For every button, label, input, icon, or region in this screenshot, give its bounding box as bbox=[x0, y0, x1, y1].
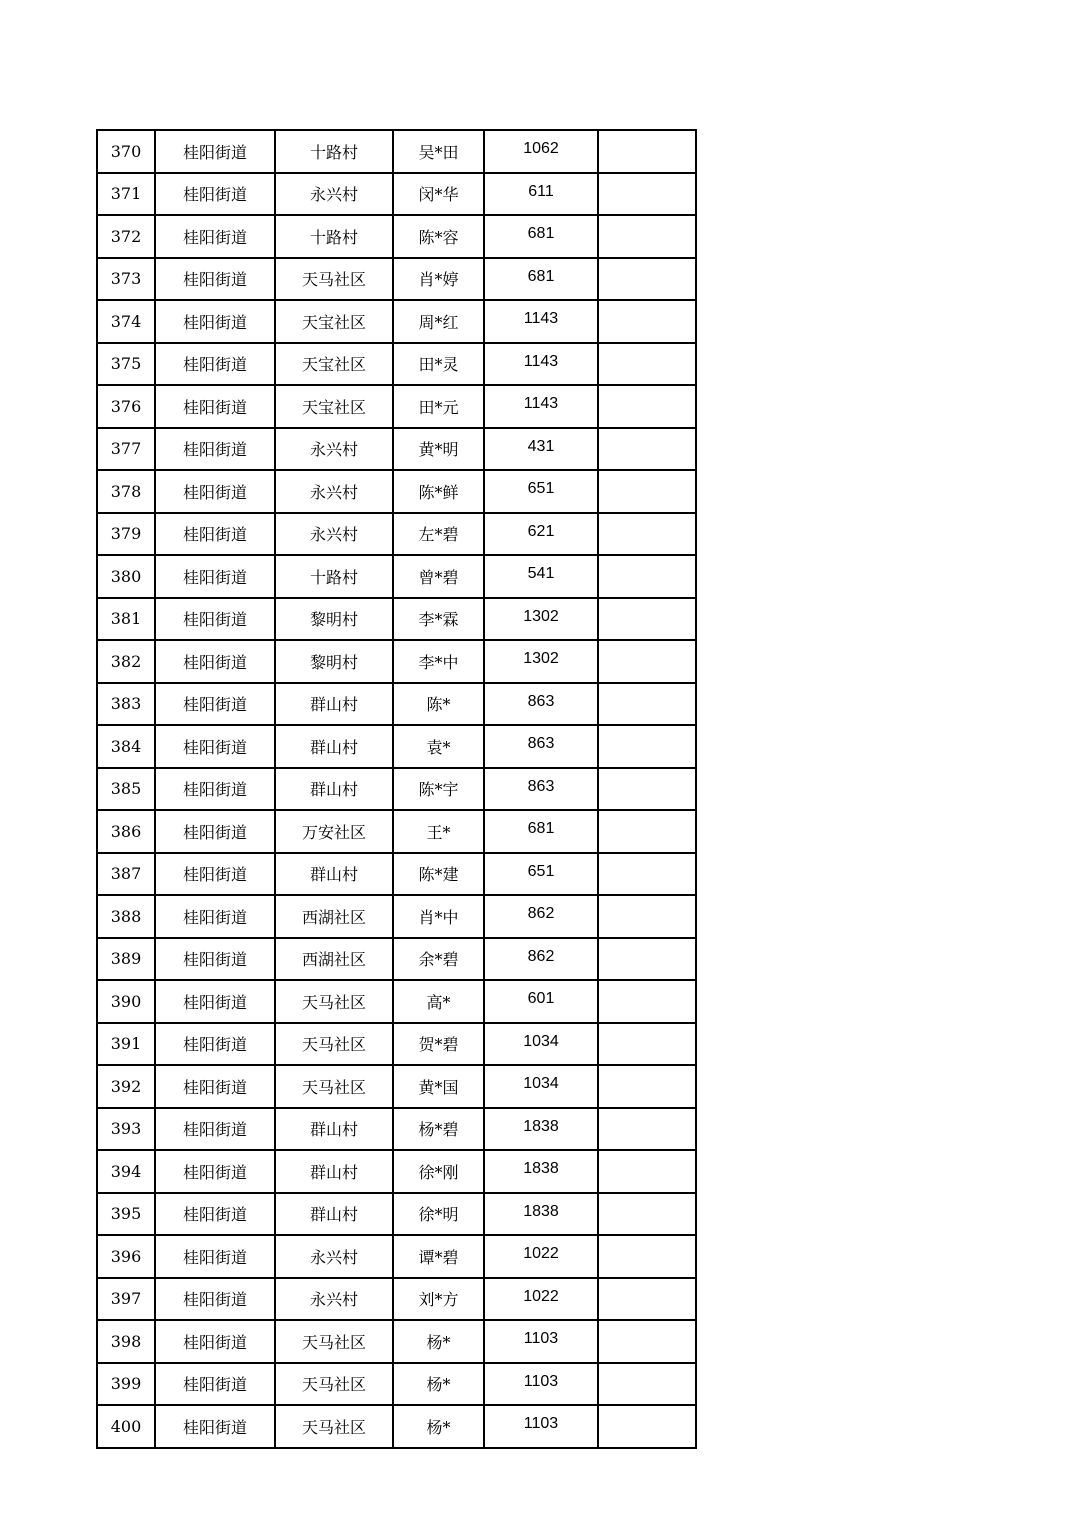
row-index-cell: 372 bbox=[97, 215, 155, 258]
street-cell: 桂阳街道 bbox=[155, 1023, 275, 1066]
village-cell: 黎明村 bbox=[275, 598, 393, 641]
row-index-cell: 395 bbox=[97, 1193, 155, 1236]
street-cell: 桂阳街道 bbox=[155, 343, 275, 386]
note-cell bbox=[598, 1023, 696, 1066]
amount-cell: 862 bbox=[484, 895, 598, 938]
village-cell: 群山村 bbox=[275, 1150, 393, 1193]
village-cell: 天马社区 bbox=[275, 1065, 393, 1108]
amount-cell: 1022 bbox=[484, 1235, 598, 1278]
village-cell: 天马社区 bbox=[275, 1405, 393, 1448]
amount-cell: 431 bbox=[484, 428, 598, 471]
table-row bbox=[97, 938, 696, 981]
amount-cell: 651 bbox=[484, 470, 598, 513]
street-cell: 桂阳街道 bbox=[155, 470, 275, 513]
table-row bbox=[97, 1065, 696, 1108]
note-cell bbox=[598, 683, 696, 726]
village-cell: 天马社区 bbox=[275, 1363, 393, 1406]
street-cell: 桂阳街道 bbox=[155, 895, 275, 938]
village-cell: 永兴村 bbox=[275, 513, 393, 556]
table-row bbox=[97, 895, 696, 938]
village-cell: 西湖社区 bbox=[275, 895, 393, 938]
person-name-cell: 陈*容 bbox=[393, 215, 484, 258]
amount-cell: 1302 bbox=[484, 598, 598, 641]
village-cell: 永兴村 bbox=[275, 1235, 393, 1278]
table-row bbox=[97, 683, 696, 726]
village-cell: 永兴村 bbox=[275, 470, 393, 513]
table-row bbox=[97, 1235, 696, 1278]
person-name-cell: 杨* bbox=[393, 1405, 484, 1448]
table-row bbox=[97, 853, 696, 896]
row-index-cell: 378 bbox=[97, 470, 155, 513]
person-name-cell: 袁* bbox=[393, 725, 484, 768]
street-cell: 桂阳街道 bbox=[155, 385, 275, 428]
table-row bbox=[97, 1108, 696, 1151]
amount-cell: 1022 bbox=[484, 1278, 598, 1321]
row-index-cell: 387 bbox=[97, 853, 155, 896]
person-name-cell: 曾*碧 bbox=[393, 555, 484, 598]
row-index-cell: 391 bbox=[97, 1023, 155, 1066]
row-index-cell: 400 bbox=[97, 1405, 155, 1448]
street-cell: 桂阳街道 bbox=[155, 1363, 275, 1406]
street-cell: 桂阳街道 bbox=[155, 428, 275, 471]
table-row bbox=[97, 640, 696, 683]
note-cell bbox=[598, 895, 696, 938]
village-cell: 永兴村 bbox=[275, 173, 393, 216]
amount-cell: 1838 bbox=[484, 1150, 598, 1193]
amount-cell: 1062 bbox=[484, 130, 598, 173]
table-row bbox=[97, 173, 696, 216]
row-index-cell: 394 bbox=[97, 1150, 155, 1193]
note-cell bbox=[598, 768, 696, 811]
person-name-cell: 刘*方 bbox=[393, 1278, 484, 1321]
person-name-cell: 肖*中 bbox=[393, 895, 484, 938]
person-name-cell: 周*红 bbox=[393, 300, 484, 343]
row-index-cell: 382 bbox=[97, 640, 155, 683]
row-index-cell: 380 bbox=[97, 555, 155, 598]
table-row bbox=[97, 513, 696, 556]
village-cell: 永兴村 bbox=[275, 428, 393, 471]
table-row bbox=[97, 130, 696, 173]
note-cell bbox=[598, 598, 696, 641]
amount-cell: 541 bbox=[484, 555, 598, 598]
row-index-cell: 383 bbox=[97, 683, 155, 726]
amount-cell: 681 bbox=[484, 810, 598, 853]
row-index-cell: 386 bbox=[97, 810, 155, 853]
row-index-cell: 388 bbox=[97, 895, 155, 938]
row-index-cell: 392 bbox=[97, 1065, 155, 1108]
table-row bbox=[97, 598, 696, 641]
village-cell: 黎明村 bbox=[275, 640, 393, 683]
note-cell bbox=[598, 513, 696, 556]
table-row bbox=[97, 725, 696, 768]
person-name-cell: 黄*国 bbox=[393, 1065, 484, 1108]
person-name-cell: 杨*碧 bbox=[393, 1108, 484, 1151]
village-cell: 十路村 bbox=[275, 130, 393, 173]
person-name-cell: 黄*明 bbox=[393, 428, 484, 471]
table-row bbox=[97, 215, 696, 258]
table-row bbox=[97, 470, 696, 513]
person-name-cell: 左*碧 bbox=[393, 513, 484, 556]
table-row bbox=[97, 385, 696, 428]
row-index-cell: 371 bbox=[97, 173, 155, 216]
note-cell bbox=[598, 938, 696, 981]
street-cell: 桂阳街道 bbox=[155, 980, 275, 1023]
person-name-cell: 余*碧 bbox=[393, 938, 484, 981]
note-cell bbox=[598, 1278, 696, 1321]
amount-cell: 1034 bbox=[484, 1065, 598, 1108]
amount-cell: 601 bbox=[484, 980, 598, 1023]
street-cell: 桂阳街道 bbox=[155, 598, 275, 641]
row-index-cell: 389 bbox=[97, 938, 155, 981]
street-cell: 桂阳街道 bbox=[155, 1405, 275, 1448]
table-row bbox=[97, 258, 696, 301]
table-row bbox=[97, 980, 696, 1023]
village-cell: 天宝社区 bbox=[275, 300, 393, 343]
note-cell bbox=[598, 343, 696, 386]
amount-cell: 863 bbox=[484, 683, 598, 726]
table-row bbox=[97, 1193, 696, 1236]
street-cell: 桂阳街道 bbox=[155, 300, 275, 343]
person-name-cell: 贺*碧 bbox=[393, 1023, 484, 1066]
note-cell bbox=[598, 385, 696, 428]
street-cell: 桂阳街道 bbox=[155, 1278, 275, 1321]
amount-cell: 621 bbox=[484, 513, 598, 556]
row-index-cell: 396 bbox=[97, 1235, 155, 1278]
person-name-cell: 陈*宇 bbox=[393, 768, 484, 811]
amount-cell: 1838 bbox=[484, 1108, 598, 1151]
row-index-cell: 376 bbox=[97, 385, 155, 428]
amount-cell: 651 bbox=[484, 853, 598, 896]
note-cell bbox=[598, 428, 696, 471]
row-index-cell: 374 bbox=[97, 300, 155, 343]
row-index-cell: 397 bbox=[97, 1278, 155, 1321]
person-name-cell: 陈*建 bbox=[393, 853, 484, 896]
person-name-cell: 高* bbox=[393, 980, 484, 1023]
street-cell: 桂阳街道 bbox=[155, 1235, 275, 1278]
village-cell: 西湖社区 bbox=[275, 938, 393, 981]
table-body bbox=[97, 130, 696, 1448]
note-cell bbox=[598, 130, 696, 173]
person-name-cell: 陈*鲜 bbox=[393, 470, 484, 513]
table-row bbox=[97, 343, 696, 386]
person-name-cell: 杨* bbox=[393, 1363, 484, 1406]
row-index-cell: 377 bbox=[97, 428, 155, 471]
village-cell: 十路村 bbox=[275, 215, 393, 258]
amount-cell: 1143 bbox=[484, 343, 598, 386]
person-name-cell: 陈* bbox=[393, 683, 484, 726]
village-cell: 群山村 bbox=[275, 1108, 393, 1151]
note-cell bbox=[598, 258, 696, 301]
village-cell: 群山村 bbox=[275, 725, 393, 768]
village-cell: 天马社区 bbox=[275, 1320, 393, 1363]
amount-cell: 1302 bbox=[484, 640, 598, 683]
street-cell: 桂阳街道 bbox=[155, 173, 275, 216]
village-cell: 十路村 bbox=[275, 555, 393, 598]
village-cell: 天宝社区 bbox=[275, 343, 393, 386]
street-cell: 桂阳街道 bbox=[155, 555, 275, 598]
amount-cell: 1838 bbox=[484, 1193, 598, 1236]
note-cell bbox=[598, 640, 696, 683]
street-cell: 桂阳街道 bbox=[155, 513, 275, 556]
row-index-cell: 390 bbox=[97, 980, 155, 1023]
street-cell: 桂阳街道 bbox=[155, 258, 275, 301]
note-cell bbox=[598, 853, 696, 896]
amount-cell: 1143 bbox=[484, 300, 598, 343]
table-row bbox=[97, 768, 696, 811]
village-cell: 永兴村 bbox=[275, 1278, 393, 1321]
note-cell bbox=[598, 1065, 696, 1108]
person-name-cell: 李*霖 bbox=[393, 598, 484, 641]
street-cell: 桂阳街道 bbox=[155, 938, 275, 981]
note-cell bbox=[598, 1235, 696, 1278]
street-cell: 桂阳街道 bbox=[155, 215, 275, 258]
street-cell: 桂阳街道 bbox=[155, 1065, 275, 1108]
village-cell: 群山村 bbox=[275, 1193, 393, 1236]
street-cell: 桂阳街道 bbox=[155, 130, 275, 173]
person-name-cell: 李*中 bbox=[393, 640, 484, 683]
person-name-cell: 肖*婷 bbox=[393, 258, 484, 301]
village-cell: 天马社区 bbox=[275, 980, 393, 1023]
amount-cell: 681 bbox=[484, 258, 598, 301]
table-row bbox=[97, 1278, 696, 1321]
amount-cell: 611 bbox=[484, 173, 598, 216]
village-cell: 天马社区 bbox=[275, 1023, 393, 1066]
table-row bbox=[97, 1320, 696, 1363]
street-cell: 桂阳街道 bbox=[155, 768, 275, 811]
amount-cell: 681 bbox=[484, 215, 598, 258]
note-cell bbox=[598, 555, 696, 598]
row-index-cell: 370 bbox=[97, 130, 155, 173]
row-index-cell: 375 bbox=[97, 343, 155, 386]
row-index-cell: 384 bbox=[97, 725, 155, 768]
person-name-cell: 王* bbox=[393, 810, 484, 853]
note-cell bbox=[598, 1193, 696, 1236]
street-cell: 桂阳街道 bbox=[155, 810, 275, 853]
street-cell: 桂阳街道 bbox=[155, 683, 275, 726]
village-cell: 天宝社区 bbox=[275, 385, 393, 428]
note-cell bbox=[598, 725, 696, 768]
note-cell bbox=[598, 173, 696, 216]
amount-cell: 863 bbox=[484, 725, 598, 768]
note-cell bbox=[598, 1150, 696, 1193]
table-row bbox=[97, 1405, 696, 1448]
person-name-cell: 徐*明 bbox=[393, 1193, 484, 1236]
note-cell bbox=[598, 300, 696, 343]
amount-cell: 1103 bbox=[484, 1363, 598, 1406]
street-cell: 桂阳街道 bbox=[155, 1150, 275, 1193]
table-row bbox=[97, 428, 696, 471]
village-cell: 群山村 bbox=[275, 853, 393, 896]
note-cell bbox=[598, 470, 696, 513]
person-name-cell: 田*灵 bbox=[393, 343, 484, 386]
village-cell: 天马社区 bbox=[275, 258, 393, 301]
table-row bbox=[97, 300, 696, 343]
note-cell bbox=[598, 810, 696, 853]
row-index-cell: 393 bbox=[97, 1108, 155, 1151]
row-index-cell: 381 bbox=[97, 598, 155, 641]
person-name-cell: 田*元 bbox=[393, 385, 484, 428]
street-cell: 桂阳街道 bbox=[155, 853, 275, 896]
street-cell: 桂阳街道 bbox=[155, 1320, 275, 1363]
amount-cell: 1103 bbox=[484, 1320, 598, 1363]
data-table bbox=[96, 129, 697, 1449]
table-row bbox=[97, 555, 696, 598]
person-name-cell: 杨* bbox=[393, 1320, 484, 1363]
row-index-cell: 399 bbox=[97, 1363, 155, 1406]
note-cell bbox=[598, 980, 696, 1023]
amount-cell: 1143 bbox=[484, 385, 598, 428]
street-cell: 桂阳街道 bbox=[155, 725, 275, 768]
street-cell: 桂阳街道 bbox=[155, 1108, 275, 1151]
note-cell bbox=[598, 215, 696, 258]
table-row bbox=[97, 1150, 696, 1193]
note-cell bbox=[598, 1405, 696, 1448]
village-cell: 群山村 bbox=[275, 683, 393, 726]
table-row bbox=[97, 810, 696, 853]
note-cell bbox=[598, 1320, 696, 1363]
amount-cell: 863 bbox=[484, 768, 598, 811]
amount-cell: 1034 bbox=[484, 1023, 598, 1066]
row-index-cell: 398 bbox=[97, 1320, 155, 1363]
amount-cell: 862 bbox=[484, 938, 598, 981]
amount-cell: 1103 bbox=[484, 1405, 598, 1448]
table-row bbox=[97, 1363, 696, 1406]
person-name-cell: 吴*田 bbox=[393, 130, 484, 173]
table-row bbox=[97, 1023, 696, 1066]
street-cell: 桂阳街道 bbox=[155, 640, 275, 683]
person-name-cell: 闵*华 bbox=[393, 173, 484, 216]
person-name-cell: 谭*碧 bbox=[393, 1235, 484, 1278]
street-cell: 桂阳街道 bbox=[155, 1193, 275, 1236]
row-index-cell: 373 bbox=[97, 258, 155, 301]
note-cell bbox=[598, 1363, 696, 1406]
note-cell bbox=[598, 1108, 696, 1151]
row-index-cell: 379 bbox=[97, 513, 155, 556]
person-name-cell: 徐*刚 bbox=[393, 1150, 484, 1193]
village-cell: 万安社区 bbox=[275, 810, 393, 853]
village-cell: 群山村 bbox=[275, 768, 393, 811]
row-index-cell: 385 bbox=[97, 768, 155, 811]
